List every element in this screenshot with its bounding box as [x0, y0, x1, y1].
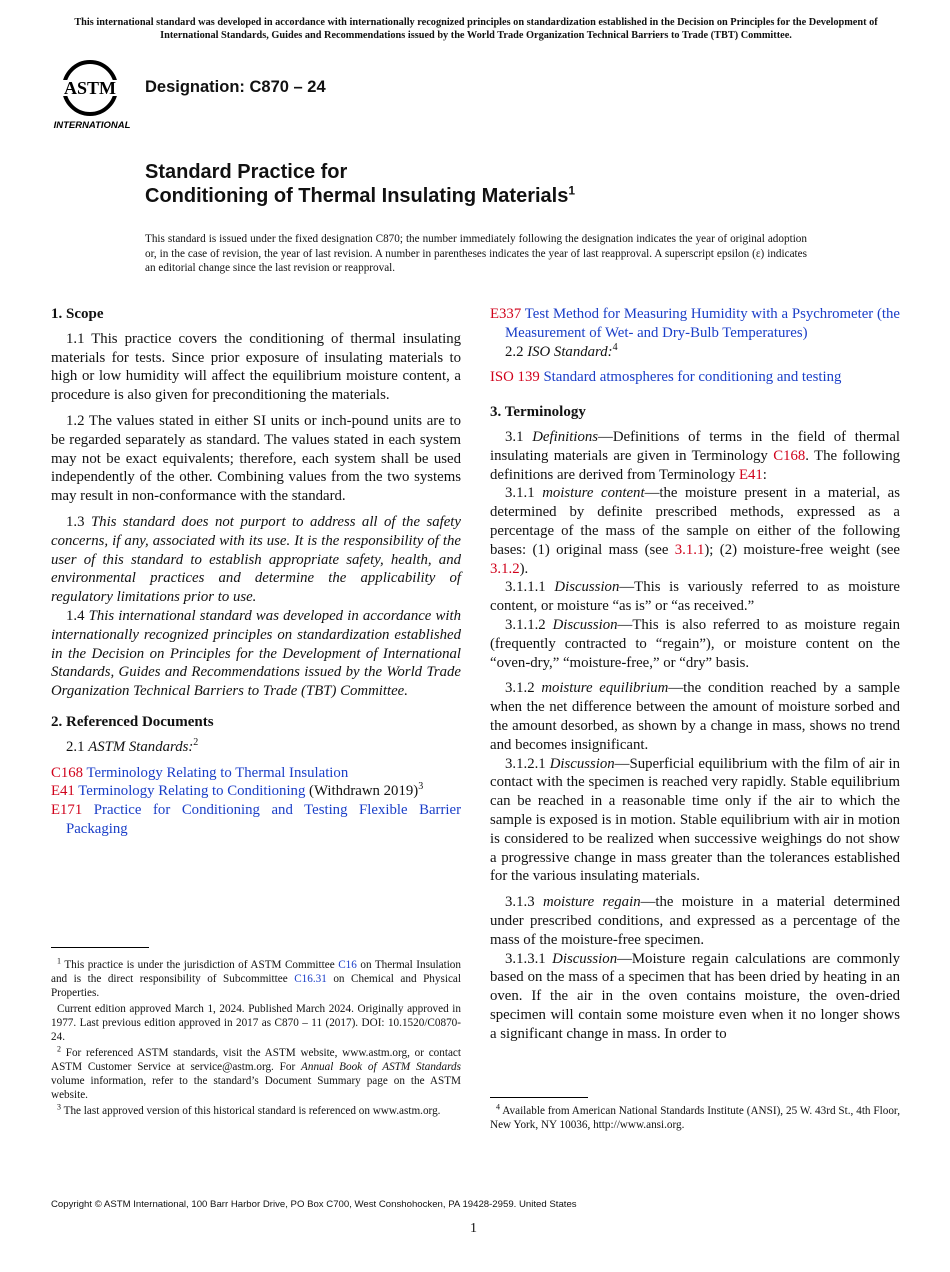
ref-item-c168[interactable]: C168 Terminology Relating to Thermal Insulation	[51, 764, 349, 781]
term-3-1-1: 3.1.1 moisture content—the moisture present in a material, as determined by definite prescribed methods, expressed as a percentage of the mass of the sample on either of the following bases: (1) original mass (see 3.1.1); (2) moisture-free weight (see 3.1.2).	[490, 485, 901, 577]
term-3-1: 3.1 Definitions—Definitions of terms in the field of thermal insulating materials are given in Terminology C168. The following definitions are derived from Terminology E41:	[490, 428, 900, 483]
ref-item-e41[interactable]: E41 Terminology Relating to Conditioning (Withdrawn 2019)$^3$	[51, 781, 424, 800]
footnotes-right	[490, 1104, 900, 1134]
footnote-edition: Current edition approved March 1, 2024. Published March 2024. Originally approved in 1977. Last previous edition approved in 2017 as C870 – 11 (2017). DOI: 10.1520/C0870-24.	[51, 1003, 461, 1043]
term-3-1-1-2: 3.1.1.2 Discussion—This is also referred to as moisture regain (frequently contracted to “regain”), or moisture content on the “oven-dry,” “moisture-free,” or “dry” basis.	[490, 616, 900, 671]
page-title	[145, 160, 575, 208]
refdocs-heading: 2. Referenced Documents	[51, 713, 214, 730]
title-line-2: Conditioning of Thermal Insulating Materials	[145, 185, 569, 207]
title-footnote-marker[interactable]: 1	[568, 183, 576, 198]
scope-p2: 1.2 The values stated in either SI units or inch-pound units are to be regarded separately as standard. The values stated in each system may not be exact equivalents; therefore, each system shall be used independently of the other. Combining values from the two systems may result in non-conformance with the standard.	[51, 412, 461, 505]
scope-p3: 1.3 This standard does not purport to address all of the safety concerns, if any, associated with its use. It is the responsibility of the user of this standard to establish appropriate safety, health, and environmental practices and determine the applicability of regulatory limitations prior to use.	[51, 513, 461, 606]
term-3-1-1-1: 3.1.1.1 Discussion—This is variously referred to as moisture content, or moisture “as is” or “as received.”	[490, 579, 900, 615]
footnote-1: $^1$ This practice is under the jurisdiction of ASTM Committee C16 on Thermal Insulation and is the direct responsibility of Subcommittee C16.31 on Chemical and Physical Properties.	[51, 956, 461, 999]
scope-p1: 1.1 This practice covers the conditioning of thermal insulating materials for tests. Since prior exposure of insulating materials to high or low humidity will affect the equilibrium moisture content, a procedure is also given for preconditioning the materials.	[51, 330, 461, 404]
top-note: This international standard was developed in accordance with internationally recognized principles on standardization established in the Decision on Principles for the Development of International Standards, Guides and Recommendations issued by the World Trade Organization Technical Barriers to Trade (TBT) Committee.	[74, 17, 878, 41]
ref-item-iso139[interactable]: ISO 139 Standard atmospheres for conditioning and testing	[490, 369, 842, 386]
footnote-rule-left	[51, 947, 149, 948]
footnotes-left	[51, 958, 461, 1120]
footnote-4: $^4$ Available from American National Standards Institute (ANSI), 25 W. 43rd St., 4th Floor, New York, NY 10036, http://www.ansi.org.	[490, 1102, 900, 1131]
term-3-1-3-1: 3.1.3.1 Discussion—Moisture regain calculations are commonly based on the mass of a specimen that has been dried by heating in an oven. If the air in the oven contains moisture, the oven-dried specimen will contain some moisture even when it no longer shows a significant change in mass. In order to	[490, 950, 901, 1042]
page-number: 1	[470, 1221, 477, 1236]
svg-text:INTERNATIONAL: INTERNATIONAL	[53, 120, 131, 131]
scope-p4: 1.4 This international standard was developed in accordance with internationally recognized principles on standardization established in the Decision on Principles for the Development of International Standards, Guides and Recommendations issued by the World Trade Organization Technical Barriers to Trade (TBT) Committee.	[51, 607, 461, 700]
footnote-2: $^2$ For referenced ASTM standards, visit the ASTM website, www.astm.org, or contact ASTM Customer Service at service@astm.org. For Annual Book of ASTM Standards volume information, refer to the standard’s Document Summary page on the ASTM website.	[51, 1044, 461, 1101]
title-line-1: Standard Practice for	[145, 161, 348, 183]
copyright: Copyright © ASTM International, 100 Barr Harbor Drive, PO Box C700, West Conshohocken, PA 19428-2959. United States	[51, 1199, 577, 1210]
footnote-rule-right	[490, 1097, 588, 1098]
footnote-3: $^3$ The last approved version of this historical standard is referenced on www.astm.org.	[57, 1102, 441, 1117]
left-column	[51, 305, 461, 839]
designation: Designation: C870 – 24	[145, 78, 326, 96]
term-3-1-3: 3.1.3 moisture regain—the moisture in a material determined under prescribed conditions, and expressed as a percentage of the mass of the moisture-free specimen.	[490, 894, 900, 948]
term-3-1-2-1: 3.1.2.1 Discussion—Superficial equilibrium with the film of air in contact with the specimen is reached very rapidly. Stable equilibrium can be reached in a reasonable time only if the air to which the sample is exposed is in motion. Stable equilibrium with air in motion is considered to be realized when successive weighings do not show a progressive change in mass greater than the tolerances established for the various insulating materials.	[490, 755, 900, 885]
astm-logo	[52, 56, 136, 132]
term-3-1-2: 3.1.2 moisture equilibrium—the condition reached by a sample when the net difference between the amount of moisture sorbed and the amount desorbed, as shown by a change in mass, shows no trend and becomes insignificant.	[490, 680, 900, 753]
scope-heading: 1. Scope	[51, 306, 104, 322]
iso-standard-label: 2.2 ISO Standard:$^4$	[505, 341, 618, 360]
right-column	[490, 305, 900, 1050]
astm-standards-label: 2.1 ASTM Standards:$^2$	[66, 736, 199, 755]
svg-text:ASTM: ASTM	[63, 78, 117, 98]
issued-note: This standard is issued under the fixed designation C870; the number immediately following the designation indicates the year of original adoption or, in the case of revision, the year of last revision. A number in parentheses indicates the year of last reapproval. A superscript epsilon (ε) indicates an editorial change since the last revision or reapproval.	[145, 233, 807, 275]
ref-item-e337[interactable]: E337 Test Method for Measuring Humidity with a Psychrometer (the Measurement of Wet- and Dry-Bulb Temperatures)	[490, 306, 900, 341]
ref-item-e171[interactable]: E171 Practice for Conditioning and Testing Flexible Barrier Packaging	[51, 802, 461, 837]
terminology-heading: 3. Terminology	[490, 404, 586, 421]
